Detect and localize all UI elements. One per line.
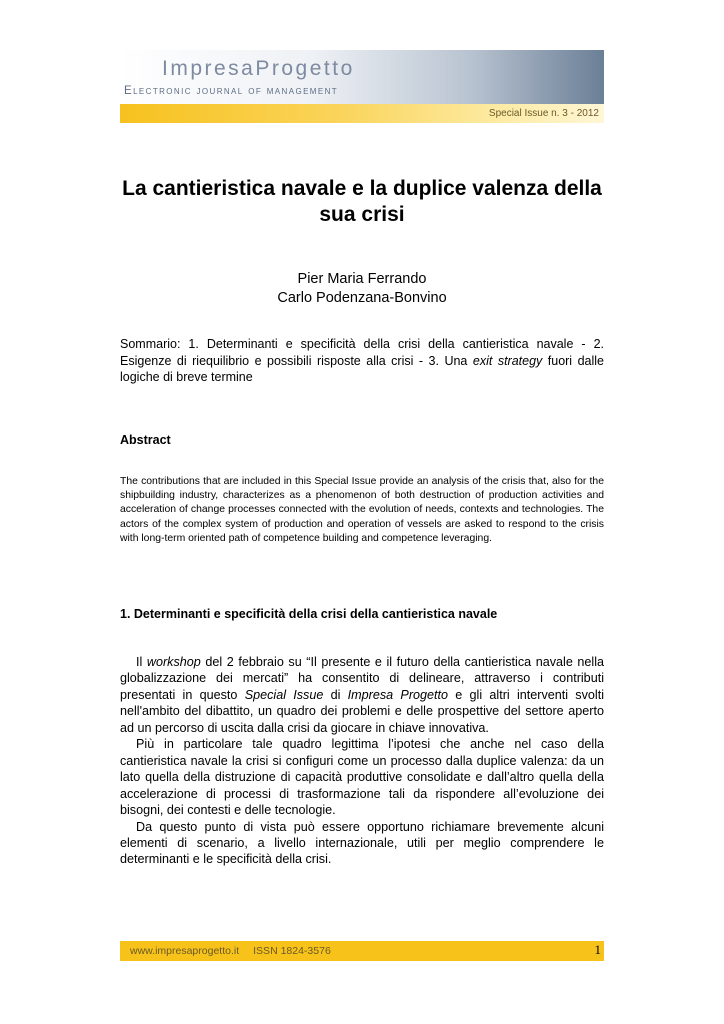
author-name: Carlo Podenzana-Bonvino — [277, 290, 447, 306]
issue-banner — [120, 104, 604, 123]
summary-italic-text: exit strategy — [472, 353, 543, 368]
body-paragraph — [120, 654, 604, 736]
footer-issn: ISSN 1824-3576 — [253, 945, 331, 957]
page-number: 1 — [594, 942, 601, 957]
body-paragraph: Da questo punto di vista può essere opportuno richiamare brevemente alcuni elementi di scenario, a livello internazionale, utili per meglio comprendere le determinanti e le specificità della crisi. — [120, 819, 604, 867]
summary-text-end: fuori dalle logiche di breve termine — [120, 353, 604, 384]
body-italic-run: Special Issue — [244, 687, 324, 702]
journal-brand-title: ImpresaProgetto — [162, 57, 355, 80]
journal-header-banner — [120, 50, 604, 104]
paper-title: La cantieristica navale e la duplice valenza della sua crisi — [122, 177, 602, 226]
body-text-run: e gli altri interventi svolti nell'ambito del dibattito, un quadro dei problemi e delle prospettive del settore aperto ad un percorso di uscita dalla crisi da giocare in chiave innovativa. — [120, 687, 604, 735]
author-name: Pier Maria Ferrando — [297, 271, 427, 287]
footer-bar — [120, 941, 604, 961]
abstract-heading: Abstract — [120, 433, 171, 447]
abstract-paragraph: The contributions that are included in this Special Issue provide an analysis of the crisis that, also for the shipbuilding industry, characterizes as a phenomenon of both destruction of production activities and acceleration of change processes connected with the evolution of needs, contexts and technologies. The actors of the complex system of production and operation of vessels are asked to respond to the crisis with long-term oriented path of competence building and competence leveraging. — [120, 476, 604, 544]
author-list — [120, 270, 604, 308]
issue-label: Special Issue n. 3 - 2012 — [488, 108, 599, 119]
body-italic-run: Impresa Progetto — [347, 687, 449, 702]
body-text-run: di — [323, 687, 348, 702]
body-text-run: Il — [136, 655, 147, 669]
body-text-run: del 2 febbraio su “Il presente e il futuro della cantieristica navale nella globalizzazione dei mercati” ha consentito di delineare, attraverso i contributi presentati in questo — [120, 655, 604, 702]
footer-info — [130, 945, 331, 957]
summary-paragraph — [120, 336, 604, 386]
summary-text: Sommario: 1. Determinanti e specificità della crisi della cantieristica navale - 2. Esigenze di riequilibrio e possibili risposte alla crisi - 3. Una — [120, 337, 604, 368]
body-italic-run: workshop — [146, 655, 201, 669]
journal-subtitle: Electronic journal of management — [124, 85, 339, 97]
footer-website-link[interactable]: www.impresaprogetto.it — [130, 945, 240, 957]
section-body — [120, 654, 604, 868]
body-paragraph: Più in particolare tale quadro legittima l’ipotesi che anche nel caso della cantieristica navale la crisi si configuri come un processo dalla duplice valenza: da un lato quella della distruzione di capacità produttive consolidate e dall’altro quella della accelerazione di processi di trasformazione tali da rispondere all’evoluzione dei bisogni, dei contesti e delle tecnologie. — [120, 737, 604, 818]
section-heading: 1. Determinanti e specificità della crisi della cantieristica navale — [120, 607, 498, 621]
